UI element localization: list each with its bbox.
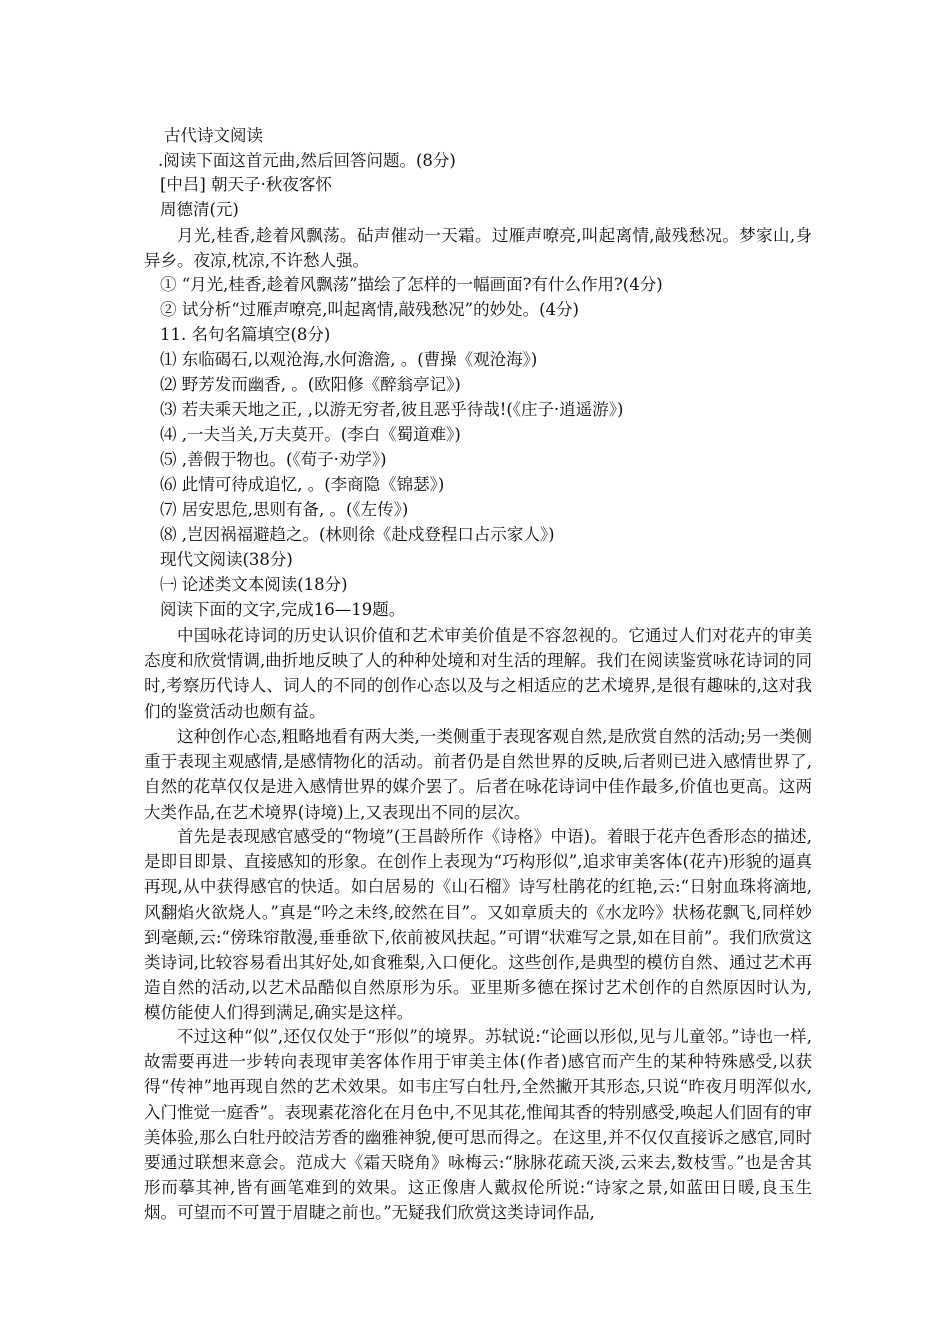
- article-paragraph: 中国咏花诗词的历史认识价值和艺术审美价值是不容忽视的。它通过人们对花卉的审美态度和欣赏情调,曲折地反映了人的种种处境和对生活的理解。我们在阅读鉴赏咏花诗词的同时,考察历代诗人、词人的不同的创作心态以及与之相适应的艺术境界,是很有趣味的,这对我们的鉴赏活动也颇有益。: [144, 626, 812, 721]
- poem-text: 月光,桂香,趁着风飘荡。砧声催动一天霜。过雁声嘹亮,叫起离情,敲残愁况。梦家山,身异乡。夜凉,枕凉,不许愁人强。: [144, 226, 812, 271]
- section-title: 古代诗文阅读: [164, 126, 263, 145]
- article-paragraph: 不过这种“似”,还仅仅处于“形似”的境界。苏轼说:“论画以形似,见与儿童邻。”诗也一样,故需要再进一步转向表现审美客体作用于审美主体(作者)感官而产生的某种特殊感受,以获得“传神”地再现自然的艺术效果。如韦庄写白牡丹,全然撇开其形态,只说“昨夜月明浑似水,入门惟觉一庭香”。表现素花溶化在月色中,不见其花,惟闻其香的特别感受,唤起人们固有的审美体验,那么白牡丹皎洁芳香的幽雅神貌,便可思而得之。在这里,并不仅仅直接诉之感官,同时要通过联想来意会。范成大《霜天晓角》咏梅云:“脉脉花疏天淡,云来去,数枝雪。”也是舍其形而摹其神,皆有画笔难到的效果。这正像唐人戴叔伦所说:“诗家之景,如蓝田日暖,良玉生烟。可望而不可置于眉睫之前也。”无疑我们欣赏这类诗词作品,: [144, 1027, 812, 1223]
- poem-question-2: ② 试分析“过雁声嘹亮,叫起离情,敲残愁况”的妙处。(4分): [160, 300, 579, 319]
- fill-blank-item: ⑻ ,岂因祸福避趋之。(林则徐《赴戍登程口占示家人》): [160, 525, 555, 544]
- modern-reading-title: 现代文阅读(38分): [160, 550, 293, 569]
- modern-reading-subtitle: ㈠ 论述类文本阅读(18分): [160, 575, 348, 594]
- article-paragraph: 首先是表现感官感受的“物境”(王昌龄所作《诗格》中语)。着眼于花卉色香形态的描述,是即目即景、直接感知的形象。在创作上表现为“巧构形似”,追求审美客体(花卉)形貌的逼真再现,从中获得感官的快适。如白居易的《山石榴》诗写杜鹃花的红艳,云:“日射血珠将滴地,风翻焰火欲烧人。”真是“吟之未终,皎然在目”。又如章质夫的《水龙吟》状杨花飘飞,同样妙到毫颠,云:“傍珠帘散漫,垂垂欲下,依前被风扶起。”可谓“状难写之景,如在目前”。我们欣赏这类诗词,比较容易看出其好处,如食雅梨,入口便化。这些创作,是典型的模仿自然、通过艺术再造自然的活动,以艺术品酷似自然原形为乐。亚里斯多德在探讨艺术创作的自然原因时认为,模仿能使人们得到满足,确实是这样。: [144, 827, 812, 1023]
- article-paragraph: 这种创作心态,粗略地看有两大类,一类侧重于表现客观自然,是欣赏自然的活动;另一类侧重于表现主观感情,是感情物化的活动。前者仍是自然世界的反映,后者则已进入感情世界了,自然的花草仅仅是进入感情世界的媒介罢了。后者在咏花诗词中佳作最多,价值也更高。这两大类作品,在艺术境界(诗境)上,又表现出不同的层次。: [144, 727, 812, 822]
- modern-reading-instruction: 阅读下面的文字,完成16—19题。: [160, 600, 406, 619]
- fill-blank-title: 11. 名句名篇填空(8分): [160, 325, 331, 344]
- fill-blank-item: ⑹ 此情可待成追忆, 。(李商隐《锦瑟》): [160, 475, 445, 494]
- poem-question-1: ① “月光,桂香,趁着风飘荡”描绘了怎样的一幅画面?有什么作用?(4分): [160, 275, 663, 294]
- fill-blank-item: ⑺ 居安思危,思则有备, 。(《左传》): [160, 500, 409, 519]
- fill-blank-item: ⑶ 若夫乘天地之正, ,以游无穷者,彼且恶乎待哉!(《庄子·逍遥游》): [160, 400, 624, 419]
- fill-blank-item: ⑸ ,善假于物也。(《荀子·劝学》): [160, 450, 387, 469]
- fill-blank-item: ⑵ 野芳发而幽香, 。(欧阳修《醉翁亭记》): [160, 375, 461, 394]
- poem-question-intro: .阅读下面这首元曲,然后回答问题。(8分): [158, 151, 456, 170]
- fill-blank-item: ⑴ 东临碣石,以观沧海,水何澹澹, 。(曹操《观沧海》): [160, 350, 538, 369]
- fill-blank-item: ⑷ ,一夫当关,万夫莫开。(李白《蜀道难》): [160, 425, 461, 444]
- poem-title: [中吕] 朝天子·秋夜客怀: [160, 175, 332, 194]
- poem-author: 周德清(元): [160, 200, 239, 219]
